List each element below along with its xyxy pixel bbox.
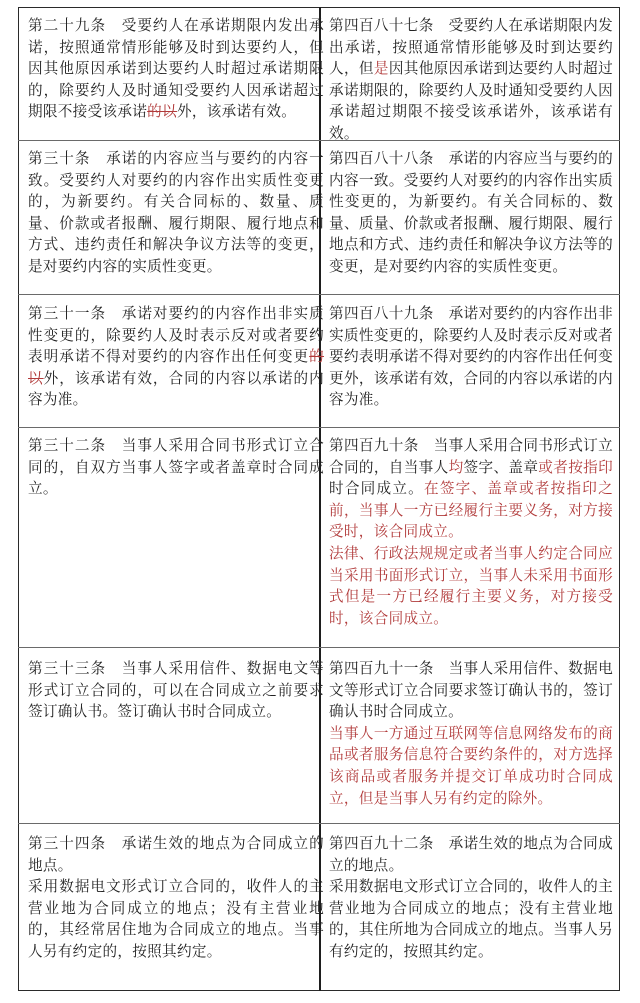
article-text: 第四百九十一条 当事人采用信件、数据电文等形式订立合同要求签订确认书的，签订确认书时合同成立。 — [329, 660, 613, 721]
article-text: 第二十九条 受要约人在承诺期限内发出承诺，按照通常情形能够及时到达要约人，但因其他原因承诺到达要约人时超过承诺期限的，除要约人及时通知受要约人因承诺超过期限不接受该承诺 — [28, 17, 324, 121]
old-article-30 — [28, 148, 324, 278]
article-text: 第四百九十二条 承诺生效的地点为合同成立的地点。 — [329, 835, 613, 874]
article-paragraph — [329, 658, 613, 723]
deleted-text: 的以 — [147, 103, 177, 121]
table-row — [18, 427, 620, 648]
new-article-487 — [329, 15, 613, 145]
article-paragraph — [28, 435, 324, 500]
added-text: 均 — [448, 458, 464, 476]
article-text: 签字、盖章 — [463, 458, 539, 476]
article-text: 采用数据电文形式订立合同的，收件人的主营业地为合同成立的地点；没有主营业地的，其住所地为合同成立的地点。当事人另有约定的，按照其约定。 — [329, 878, 613, 960]
article-paragraph — [28, 15, 324, 123]
article-text: 因其他原因承诺到达要约人时超过承诺期限的，除要约人及时通知受要约人因承诺超过期限不接受该承诺外，该承诺有效。 — [329, 60, 613, 142]
table-row — [18, 647, 620, 824]
added-text: 是 — [373, 60, 389, 78]
new-article-488 — [329, 148, 613, 278]
old-article-31 — [28, 303, 324, 411]
article-text: 第四百八十八条 承诺的内容应当与要约的内容一致。受要约人对要约的内容作出实质性变更的，为新要约。有关合同标的、数量、质量、价款或者报酬、履行期限、履行地点和方式、违约责任和解决争议方法等的变更，是对要约内容的实质性变更。 — [329, 150, 613, 275]
article-paragraph — [329, 15, 613, 145]
article-text: 外，该承诺有效，合同的内容以承诺的内容为准。 — [28, 369, 324, 409]
added-text: 法律、行政法规规定或者当事人约定合同应当采用书面形式订立，当事人未采用书面形式但是一方已经履行主要义务，对方接受时，该合同成立。 — [329, 544, 613, 627]
article-text: 第四百八十九条 承诺对要约的内容作出非实质性变更的，除要约人及时表示反对或者要约表明承诺不得对要约的内容作出任何变更外，该承诺有效，合同的内容以承诺的内容为准。 — [329, 305, 613, 409]
article-text: 第四百八十七条 受要约人在承诺期限内发出承诺，按照通常情形能够及时到达要约人，但 — [329, 17, 613, 78]
table-row — [18, 294, 620, 428]
table-row — [18, 140, 620, 295]
article-paragraph — [329, 833, 613, 876]
article-paragraph — [329, 148, 613, 278]
article-text: 采用数据电文形式订立合同的，收件人的主营业地为合同成立的地点；没有主营业地的，其经常居住地为合同成立的地点。当事人另有约定的，按照其约定。 — [28, 878, 324, 960]
old-article-29 — [28, 15, 324, 123]
article-text: 第三十一条 承诺对要约的内容作出非实质性变更的，除要约人及时表示反对或者要约表明承诺不得对要约的内容作出任何变更 — [28, 305, 324, 366]
article-paragraph — [28, 833, 324, 876]
article-text: 第四百九十条 当事人采用合同书形式订立合同的，自当事人 — [329, 437, 613, 476]
article-paragraph — [329, 435, 613, 543]
article-text: 外，该承诺有效。 — [176, 103, 297, 121]
article-text: 第三十二条 当事人采用合同书形式订立合同的，自双方当事人签字或者盖章时合同成立。 — [28, 437, 324, 498]
table-row — [18, 823, 620, 992]
added-text: 当事人一方通过互联网等信息网络发布的商品或者服务信息符合要约条件的，对方选择该商品或者服务并提交订单成功时合同成立，但是当事人另有约定的除外。 — [329, 724, 613, 807]
article-paragraph — [329, 543, 613, 629]
article-text: 第三十四条 承诺生效的地点为合同成立的地点。 — [28, 835, 324, 874]
old-article-32 — [28, 435, 324, 500]
deleted-text: 的以 — [28, 348, 324, 387]
article-paragraph — [28, 876, 324, 962]
old-article-34 — [28, 833, 324, 963]
article-paragraph — [329, 876, 613, 962]
article-paragraph — [28, 658, 324, 723]
article-text: 第三十条 承诺的内容应当与要约的内容一致。受要约人对要约的内容作出实质性变更的，为新要约。有关合同标的、数量、质量、价款或者报酬、履行期限、履行地点和方式、违约责任和解决争议方法等的变更，是对要约内容的实质性变更。 — [28, 150, 324, 275]
article-paragraph — [329, 303, 613, 411]
article-paragraph — [28, 148, 324, 278]
article-paragraph — [329, 723, 613, 809]
new-article-490 — [329, 435, 613, 629]
added-text: 在签字、盖章或者按指印之前，当事人一方已经履行主要义务，对方接受时，该合同成立。 — [329, 480, 613, 541]
article-text: 时合同成立。 — [329, 480, 424, 498]
article-text: 第三十三条 当事人采用信件、数据电文等形式订立合同的，可以在合同成立之前要求签订确认书。签订确认书时合同成立。 — [28, 660, 324, 721]
new-article-492 — [329, 833, 613, 963]
new-article-489 — [329, 303, 613, 411]
article-paragraph — [28, 303, 324, 411]
new-article-491 — [329, 658, 613, 809]
added-text: 或者按指印 — [538, 458, 613, 476]
old-article-33 — [28, 658, 324, 723]
table-row — [18, 7, 620, 140]
